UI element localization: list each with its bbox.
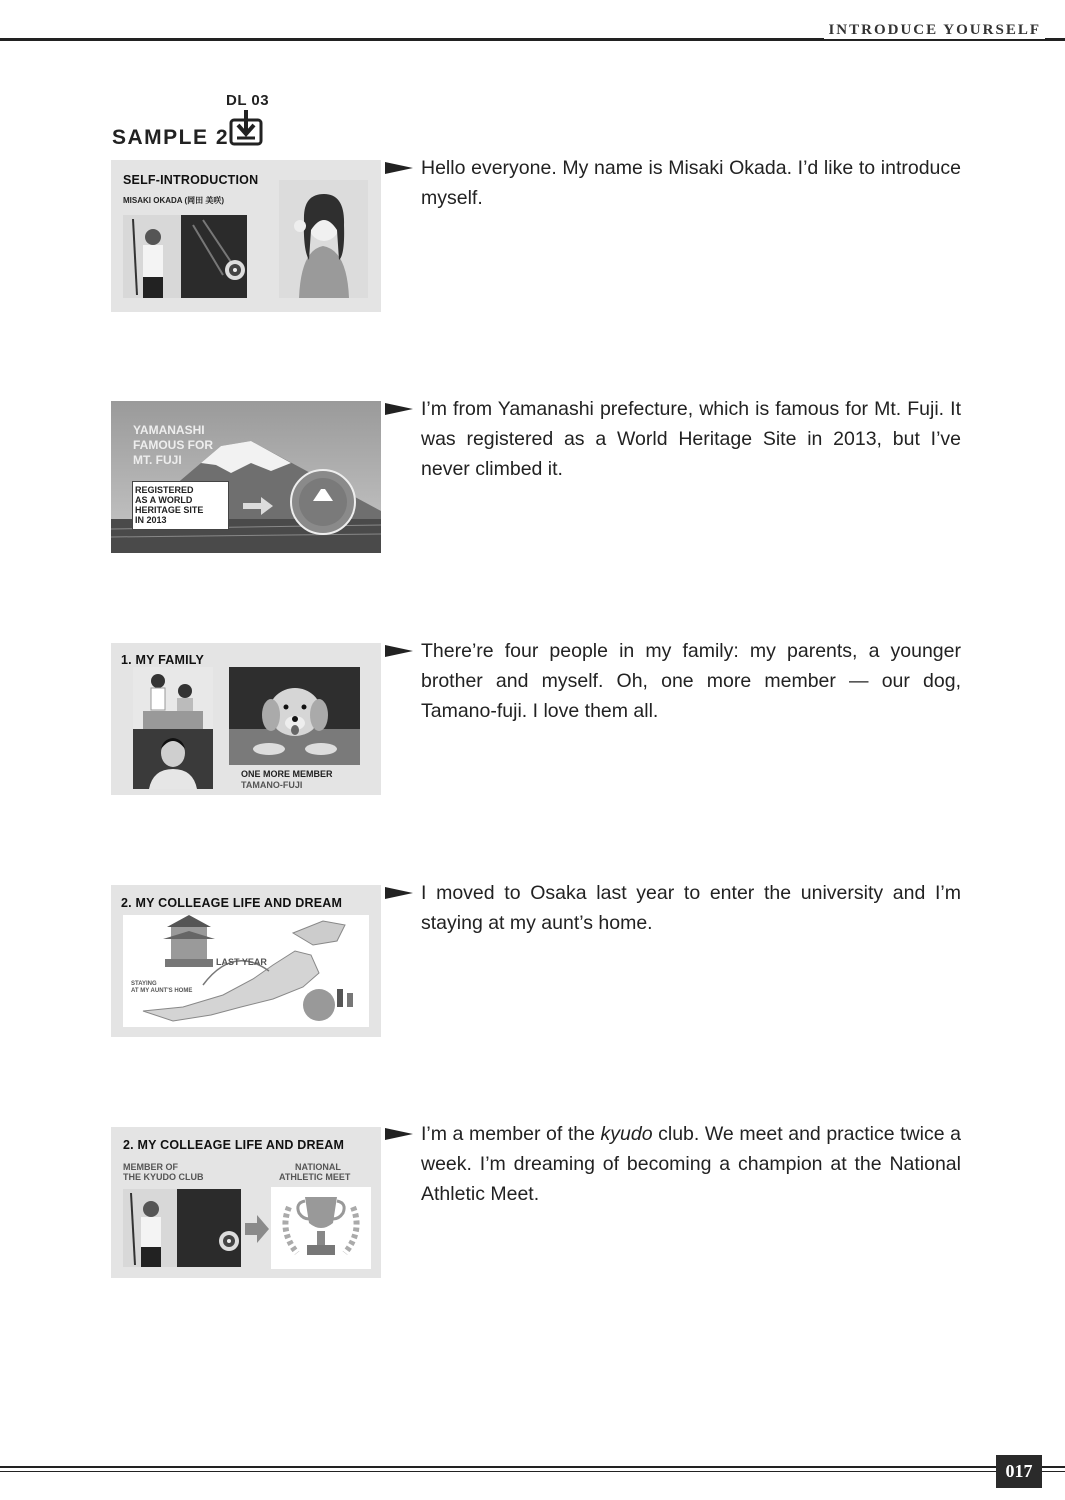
slide-title: SELF-INTRODUCTION bbox=[123, 173, 259, 187]
kyudo-label: THE KYUDO CLUB bbox=[123, 1172, 204, 1182]
paragraph-family: There’re four people in my family: my parents, a younger brother and myself. Oh, one more member — our dog, Tamano-fuji. I love them all. bbox=[421, 640, 961, 722]
heritage-line: IN 2013 bbox=[135, 515, 167, 525]
brother-photo bbox=[133, 729, 213, 789]
heritage-box bbox=[132, 481, 229, 530]
trophy-icon bbox=[271, 1187, 371, 1269]
slide-title: 2. MY COLLEAGE LIFE AND DREAM bbox=[121, 896, 343, 910]
running-header: INTRODUCE YOURSELF bbox=[824, 22, 1045, 39]
slide-title: 2. MY COLLEAGE LIFE AND DREAM bbox=[123, 1138, 345, 1152]
bullet-arrow-icon bbox=[385, 402, 413, 416]
bullet-arrow-icon bbox=[385, 644, 413, 658]
paragraph-hometown: I’m from Yamanashi prefecture, which is famous for Mt. Fuji. It was registered as a World Heritage Site in 2013, but I’ve never climbed it. bbox=[421, 398, 961, 480]
bullet-arrow-icon bbox=[385, 161, 413, 175]
footer-rule bbox=[0, 1466, 1065, 1468]
archery-photo bbox=[123, 1189, 241, 1267]
bullet-arrow-icon bbox=[385, 886, 413, 900]
dog-name: TAMANO-FUJI bbox=[241, 780, 303, 790]
slide-college-life bbox=[111, 885, 381, 1037]
slide-my-family bbox=[111, 643, 381, 795]
bullet-arrow-icon bbox=[385, 1127, 413, 1141]
dog-photo bbox=[229, 667, 360, 765]
slide-kyudo-club bbox=[111, 1127, 381, 1278]
paragraph-club-start: I’m a member of the bbox=[421, 1123, 601, 1145]
slide-title-line: FAMOUS FOR bbox=[133, 438, 213, 452]
download-icon[interactable] bbox=[229, 110, 263, 146]
paragraph-club-italic: kyudo bbox=[600, 1123, 653, 1145]
family-photo bbox=[133, 667, 213, 729]
meet-label: NATIONAL bbox=[295, 1162, 341, 1172]
heritage-line: AS A WORLD bbox=[135, 495, 193, 505]
slide-self-introduction bbox=[111, 160, 381, 312]
slide-yamanashi bbox=[111, 401, 381, 553]
map-label-staying: STAYING bbox=[131, 981, 157, 987]
heritage-line: REGISTERED bbox=[135, 485, 194, 495]
map-label-aunts-home: AT MY AUNT'S HOME bbox=[131, 988, 193, 994]
slide-title-line: MT. FUJI bbox=[133, 453, 182, 467]
slide-title-line: YAMANASHI bbox=[133, 423, 205, 437]
slide-title: 1. MY FAMILY bbox=[121, 653, 204, 667]
portrait-photo bbox=[279, 180, 368, 298]
sample-title: SAMPLE 2 bbox=[112, 126, 230, 149]
archery-photo bbox=[123, 215, 247, 298]
map-label-last-year: LAST YEAR bbox=[216, 957, 267, 967]
paragraph-club-end: club. We meet and practice twice a week. I’m dreaming of becoming a champion at the National Athletic Meet. bbox=[421, 1123, 961, 1205]
paragraph-greeting: Hello everyone. My name is Misaki Okada. I’d like to introduce myself. bbox=[421, 157, 961, 209]
japan-map bbox=[123, 915, 369, 1027]
paragraph-club bbox=[421, 1119, 961, 1209]
slide-subtitle: MISAKI OKADA (岡田 美咲) bbox=[123, 196, 225, 205]
paragraph-university: I moved to Osaka last year to enter the university and I’m staying at my aunt’s home. bbox=[421, 882, 961, 934]
footer-rule bbox=[0, 1471, 1065, 1472]
heritage-line: HERITAGE SITE bbox=[135, 505, 204, 515]
dog-caption: ONE MORE MEMBER bbox=[241, 769, 333, 779]
download-label: DL 03 bbox=[226, 92, 270, 109]
arrow-right-icon bbox=[245, 1215, 269, 1243]
meet-label: ATHLETIC MEET bbox=[279, 1172, 351, 1182]
kyudo-label: MEMBER OF bbox=[123, 1162, 178, 1172]
page-number: 017 bbox=[996, 1455, 1042, 1488]
